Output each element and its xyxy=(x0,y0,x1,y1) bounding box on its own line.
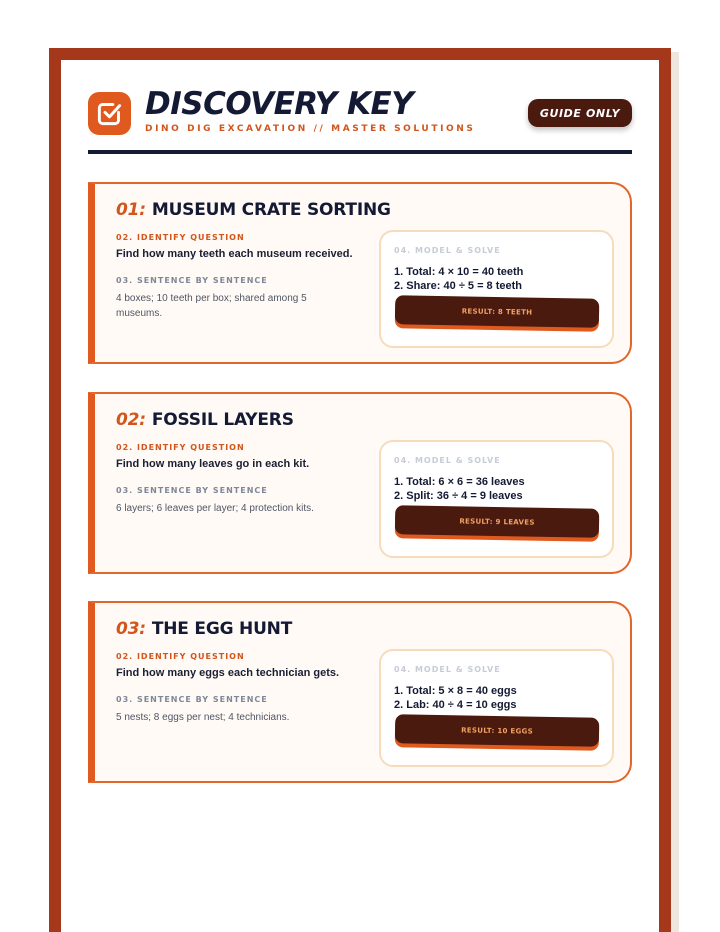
header-divider xyxy=(88,150,632,154)
guide-only-badge: GUIDE ONLY xyxy=(528,99,632,127)
facts-text: 5 nests; 8 eggs per nest; 4 technicians. xyxy=(116,712,290,723)
problem-title xyxy=(116,410,294,430)
model-solve-box xyxy=(379,649,614,767)
sentence-by-sentence-label: 03. SENTENCE BY SENTENCE xyxy=(116,276,268,285)
problem-number: 03: xyxy=(116,619,146,639)
question-text: Find how many teeth each museum received. xyxy=(116,248,353,260)
checkbox-icon xyxy=(88,92,131,135)
model-solve-box xyxy=(379,440,614,558)
solution-step-2: 2. Split: 36 ÷ 4 = 9 leaves xyxy=(394,490,523,502)
problem-card-3 xyxy=(88,601,632,783)
facts-text: 6 layers; 6 leaves per layer; 4 protection kits. xyxy=(116,503,314,514)
solution-step-2: 2. Share: 40 ÷ 5 = 8 teeth xyxy=(394,280,523,292)
problem-number: 01: xyxy=(116,200,146,220)
sentence-by-sentence-label: 03. SENTENCE BY SENTENCE xyxy=(116,486,268,495)
result-text: RESULT: 9 LEAVES xyxy=(395,505,599,538)
model-solve-label: 04. MODEL & SOLVE xyxy=(394,665,501,674)
solution-step-1: 1. Total: 5 × 8 = 40 eggs xyxy=(394,685,517,697)
result-banner xyxy=(395,298,599,332)
problem-card-1 xyxy=(88,182,632,364)
result-text: RESULT: 10 EGGS xyxy=(395,714,599,747)
result-text: RESULT: 8 TEETH xyxy=(395,295,599,328)
solution-step-1: 1. Total: 4 × 10 = 40 teeth xyxy=(394,266,524,278)
model-solve-box xyxy=(379,230,614,348)
identify-question-label: 02. IDENTIFY QUESTION xyxy=(116,233,245,242)
problem-name: MUSEUM CRATE SORTING xyxy=(151,200,391,220)
problem-card-2 xyxy=(88,392,632,574)
page-title: DISCOVERY KEY xyxy=(145,86,414,122)
identify-question-label: 02. IDENTIFY QUESTION xyxy=(116,652,245,661)
page-subtitle: DINO DIG EXCAVATION // MASTER SOLUTIONS xyxy=(145,124,476,134)
identify-question-label: 02. IDENTIFY QUESTION xyxy=(116,443,245,452)
problem-name: FOSSIL LAYERS xyxy=(151,410,294,430)
model-solve-label: 04. MODEL & SOLVE xyxy=(394,246,501,255)
problem-number: 02: xyxy=(116,410,146,430)
solution-step-2: 2. Lab: 40 ÷ 4 = 10 eggs xyxy=(394,699,517,711)
question-text: Find how many leaves go in each kit. xyxy=(116,458,310,470)
solution-step-1: 1. Total: 6 × 6 = 36 leaves xyxy=(394,476,525,488)
result-banner xyxy=(395,508,599,542)
problem-title xyxy=(116,619,292,639)
question-text: Find how many eggs each technician gets. xyxy=(116,667,340,679)
sentence-by-sentence-label: 03. SENTENCE BY SENTENCE xyxy=(116,695,268,704)
problem-name: THE EGG HUNT xyxy=(151,619,293,639)
model-solve-label: 04. MODEL & SOLVE xyxy=(394,456,501,465)
frame-shadow xyxy=(671,52,679,932)
problem-title xyxy=(116,200,391,220)
facts-text: 4 boxes; 10 teeth per box; shared among 5 museums. xyxy=(116,293,307,319)
worksheet-page xyxy=(61,60,659,932)
result-banner xyxy=(395,717,599,751)
